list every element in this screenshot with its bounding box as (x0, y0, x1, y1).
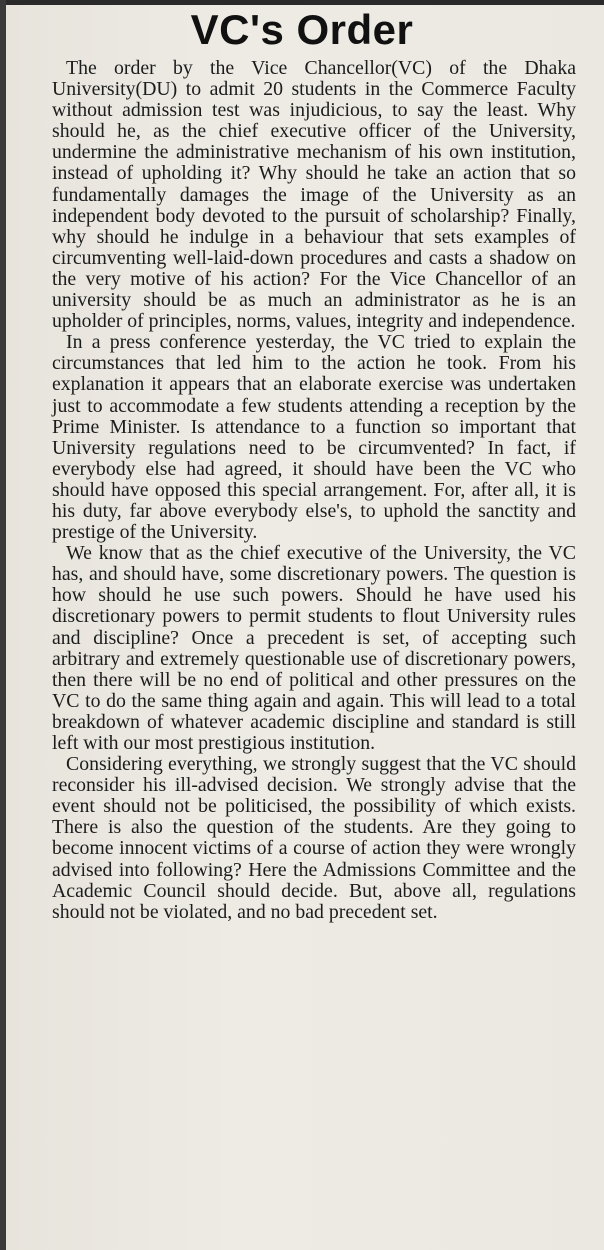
paragraph-3: We know that as the chief executive of the University, the VC has, and should have, some discretionary powers. The question is how should he use such powers. Should he have used his discretionary powers to permit students to flout University rules and discipline? Once a precedent is set, of accepting such arbitrary and extremely questionable use of discretionary powers, then there will be no end of political and other pressures on the VC to do the same thing again and again. This will lead to a total breakdown of whatever academic discipline and standard is still left with our most prestigious institution. (52, 542, 576, 754)
paragraph-2: In a press conference yesterday, the VC tried to explain the circumstances that led him to the action he took. From his explanation it appears that an elaborate exercise was undertaken just to accommodate a few students attending a reception by the Prime Minister. Is attendance to a function so important that University regulations need to be circumvented? In fact, if everybody else had agreed, it should have been the VC who should have opposed this special arrangement. For, after all, it is his duty, far above everybody else's, to uphold the sanctity and prestige of the University. (52, 331, 576, 544)
left-column-rule (0, 0, 6, 1250)
paragraph-1: The order by the Vice Chancellor(VC) of the Dhaka University(DU) to admit 20 students in the Commerce Faculty without admission test was injudicious, to say the least. Why should he, as the chief executive officer of the University, undermine the administrative mechanism of his own institution, instead of upholding it? Why should he take an action that so fundamentally damages the image of the University as an independent body devoted to the pursuit of scholarship? Finally, why should he indulge in a behaviour that sets examples of circumventing well-laid-down procedures and casts a shadow on the very motive of his action? For the Vice Chancellor of an university should be as much an administrator as he is an upholder of principles, norms, values, integrity and independence. (52, 57, 576, 333)
editorial-body (52, 58, 576, 923)
editorial-headline: VC's Order (190, 6, 414, 53)
paragraph-4: Considering everything, we strongly suggest that the VC should reconsider his ill-advised decision. We strongly advise that the event should not be politicised, the possibility of which exists. There is also the question of the students. Are they going to become innocent victims of a course of action they were wrongly advised into following? Here the Admissions Committee and the Academic Council should decide. But, above all, regulations should not be violated, and no bad precedent set. (52, 753, 576, 923)
